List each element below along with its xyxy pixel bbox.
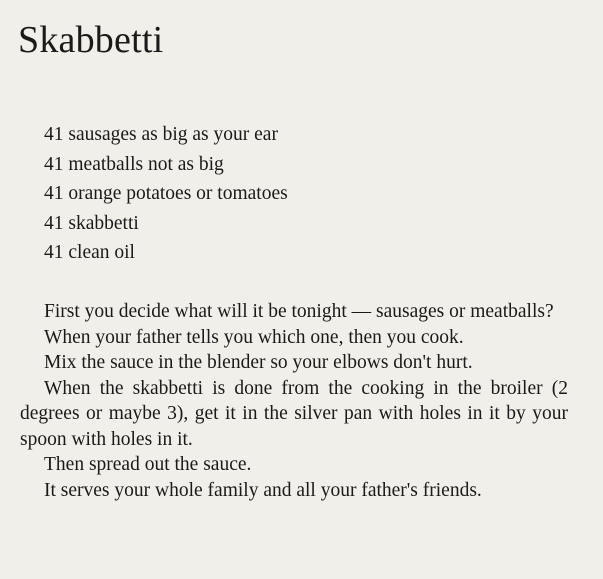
- instruction-step: Then spread out the sauce.: [44, 454, 252, 475]
- ingredient-item: 41 clean oil: [44, 242, 135, 263]
- instruction-step: It serves your whole family and all your father's friends.: [44, 479, 482, 501]
- ingredient-item: 41 skabbetti: [44, 212, 139, 234]
- recipe-title: Skabbetti: [18, 19, 164, 61]
- ingredient-item: 41 orange potatoes or tomatoes: [44, 183, 288, 204]
- instructions: [20, 299, 568, 503]
- ingredient-item: 41 sausages as big as your ear: [44, 124, 278, 145]
- instruction-step: First you decide what will it be tonight — sausages or meatballs?: [44, 301, 554, 322]
- ingredient-item: 41 meatballs not as big: [44, 153, 224, 175]
- instruction-step: Mix the sauce in the blender so your elbows don't hurt.: [44, 352, 473, 373]
- instruction-step: When the skabbetti is done from the cooking in the broiler (2 degrees or maybe 3), get it in the silver pan with holes in it by your spoon with holes in it.: [20, 377, 568, 450]
- instruction-step: When your father tells you which one, then you cook.: [44, 326, 464, 348]
- ingredient-list: [44, 120, 288, 268]
